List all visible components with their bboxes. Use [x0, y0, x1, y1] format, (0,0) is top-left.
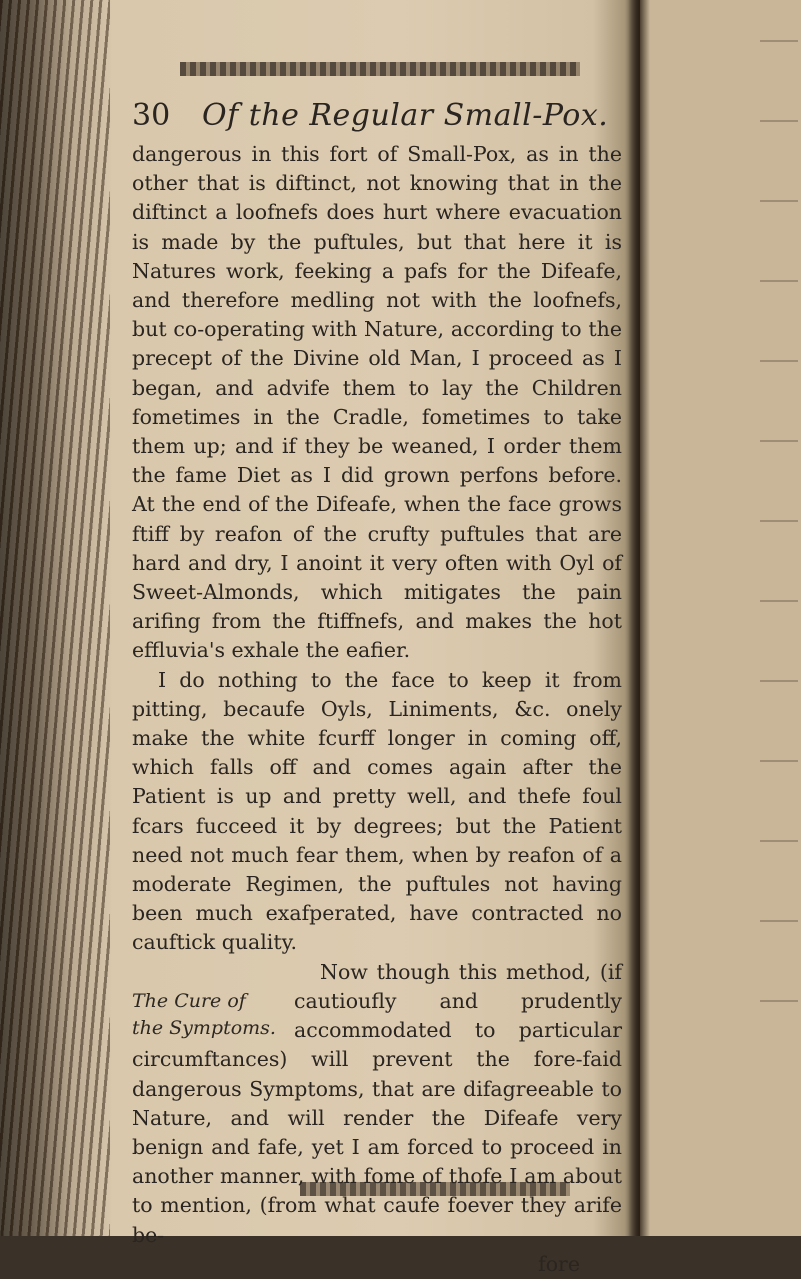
facing-page-text-bleed [760, 920, 798, 922]
page-edges-left [0, 0, 110, 1236]
facing-page-text-bleed [760, 680, 798, 682]
book-page [132, 96, 622, 1279]
binding-top-band [180, 62, 580, 76]
gutter-shadow [628, 0, 650, 1236]
paragraph-3-block [132, 958, 622, 1250]
facing-page-text-bleed [760, 280, 798, 282]
facing-page-edge [640, 0, 801, 1236]
page-number: 30 [132, 98, 171, 133]
facing-page-text-bleed [760, 1000, 798, 1002]
page-text [132, 140, 622, 1279]
facing-page-text-bleed [760, 600, 798, 602]
running-title: Of the Regular Small-Pox. [202, 98, 609, 133]
facing-page-text-bleed [760, 120, 798, 122]
facing-page-text-bleed [760, 760, 798, 762]
running-head [132, 96, 622, 136]
paragraph-1: dangerous in this fort of Small-Pox, as in the other that is diftinct, not knowing that in the diftinct a loofnefs does hurt where evacuation is made by the puftules, but that here it is Natures work, feeking a pafs for the Difeafe, and therefore medling not with the loofnefs, but co-operating with Nature, according to the precept of the Divine old Man, I proceed as I began, and advife them to lay the Children fometimes in the Cradle, fometimes to take them up; and if they be weaned, I order them the fame Diet as I did grown perfons before. At the end of the Difeafe, when the face grows ftiff by reafon of the crufty puftules that are hard and dry, I anoint it very often with Oyl of Sweet-Almonds, which mitigates the pain arifing from the ftiffnefs, and makes the hot effluvia's exhale the eafier. [132, 142, 622, 663]
facing-page-text-bleed [760, 440, 798, 442]
margin-note: The Cure of the Symptoms. [132, 989, 276, 1039]
facing-page-text-bleed [760, 840, 798, 842]
catchword: fore [538, 1251, 580, 1276]
paragraph-2: I do nothing to the face to keep it from pitting, becaufe Oyls, Liniments, &c. onely make the white fcurff longer in coming off, which falls off and comes again after the Patient is up and pretty well, and thefe foul fcars fucceed it by degrees; but the Patient need not much fear them, when by reafon of a moderate Regimen, the puftules not having been much exafperated, have contracted no cauftick quality. [132, 667, 622, 955]
facing-page-text-bleed [760, 40, 798, 42]
paragraph-3: Now though this method, (if cautioufly and prudently accommodated to particular circumftances) will prevent the fore-faid dangerous Symptoms, that are difagreeable to Nature, and will render the Difeafe very benign and fafe, yet I am forced to proceed in another manner, with fome of thofe I am about to mention, (from what caufe foever they arife be- [132, 959, 622, 1247]
facing-page-text-bleed [760, 200, 798, 202]
facing-page-text-bleed [760, 360, 798, 362]
facing-page-text-bleed [760, 520, 798, 522]
